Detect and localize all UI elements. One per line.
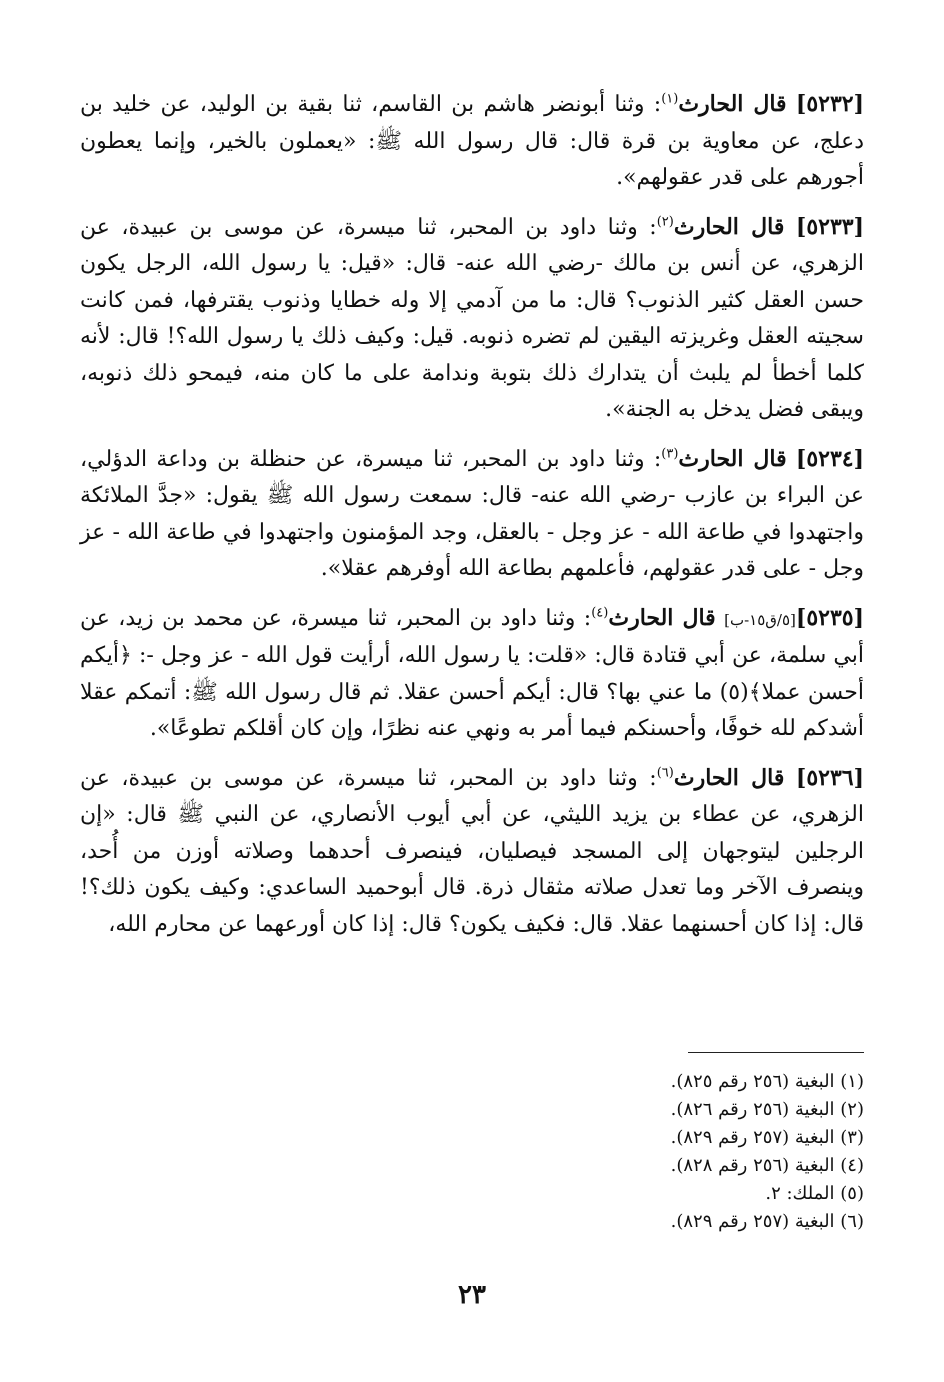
footnote-item: (٣) البغية (٢٥٧ رقم ٨٢٩). bbox=[670, 1127, 864, 1148]
entry-narrator: قال الحارث bbox=[608, 604, 716, 631]
footnote-marker: (١) bbox=[661, 91, 679, 107]
footnote-item: (٤) البغية (٢٥٦ رقم ٨٢٨). bbox=[670, 1155, 864, 1176]
hadith-entry-5233 bbox=[80, 209, 864, 429]
footnote-marker: (٢) bbox=[656, 214, 674, 230]
entry-text: : وثنا داود بن المحبر، ثنا ميسرة، عن حنظلة بن وداعة الدؤلي، عن البراء بن عازب -رضي الله عنه- قال: سمعت رسول الله ﷺ يقول: «جدَّ الملائكة واجتهدوا في طاعة الله - عز وجل - بالعقل، وجد المؤمنون واجتهدوا في طاعة الله - عز وجل - على قدر عقولهم، فأعلمهم بطاعة الله أوفرهم عقلا». bbox=[80, 446, 864, 581]
entry-number: [٥٢٣٢] bbox=[795, 91, 864, 117]
entry-number: [٥٢٣٦] bbox=[795, 764, 864, 791]
hadith-entry-5236 bbox=[80, 760, 864, 944]
footnote-item: (٦) البغية (٢٥٧ رقم ٨٢٩). bbox=[670, 1211, 864, 1232]
hadith-entry-5235 bbox=[80, 600, 864, 748]
entry-narrator: قال الحارث bbox=[678, 445, 787, 472]
entry-narrator: قال الحارث bbox=[673, 213, 785, 240]
entry-narrator: قال الحارث bbox=[678, 91, 787, 117]
footnotes-list bbox=[80, 1068, 864, 1236]
manuscript-folio-reference: [٥/ق١٥-ب] bbox=[724, 610, 796, 629]
entry-text: : وثنا داود بن المحبر، ثنا ميسرة، عن موسى بن عبيدة، عن الزهري، عن عطاء بن يزيد الليثي، عن أبي أيوب الأنصاري، عن النبي ﷺ قال: «إن الرجلين ليتوجهان إلى المسجد فيصليان، فينصرف أحدهما وصلاته أوزن من أُحد، وينصرف الآخر وما تعدل صلاته مثقال ذرة. قال أبوحميد الساعدي: وكيف يكون ذلك؟! قال: إذا كان أحسنهما عقلا. قال: فكيف يكون؟ قال: إذا كان أورعهما عن محارم الله، bbox=[80, 765, 864, 937]
footnote-item: (٥) الملك: ٢. bbox=[765, 1183, 864, 1204]
footnote-item: (٢) البغية (٢٥٦ رقم ٨٢٦). bbox=[670, 1099, 864, 1120]
entry-text: : وثنا أبونضر هاشم بن القاسم، ثنا بقية بن الوليد، عن خليد بن دعلج، عن معاوية بن قرة قال: قال رسول الله ﷺ: «يعملون بالخير، وإنما يعطون أجورهم على قدر عقولهم». bbox=[80, 92, 864, 190]
hadith-entry-5234 bbox=[80, 441, 864, 588]
page-body bbox=[80, 86, 864, 955]
entry-text: : وثنا داود بن المحبر، ثنا ميسرة، عن محمد بن زيد، عن أبي سلمة، عن أبي قتادة قال: «قلت: يا رسول الله، أرأيت قول الله - عز وجل -: ﴿أيكم أحسن عملا﴾(٥) ما عني بها؟ قال: أيكم أحسن عقلا. ثم قال رسول الله ﷺ: أتمكم عقلا أشدكم لله خوفًا، وأحسنكم فيما أمر به ونهي عنه نظرًا، وإن كان أقلكم تطوعًا». bbox=[80, 605, 864, 741]
page-number: ٢٣ bbox=[458, 1280, 486, 1310]
hadith-entry-5232 bbox=[80, 86, 864, 197]
footnote-marker: (٦) bbox=[656, 765, 674, 781]
entry-number: [٥٢٣٣] bbox=[795, 213, 864, 240]
entry-text: : وثنا داود بن المحبر، ثنا ميسرة، عن موسى بن عبيدة، عن الزهري، عن أنس بن مالك -رضي الله عنه- قال: «قيل: يا رسول الله، الرجل يكون حسن العقل كثير الذنوب؟ قال: ما من آدمي إلا وله خطايا وذنوب يقترفها، فمن كانت سجيته العقل وغريزته اليقين لم تضره ذنوبه. قيل: وكيف ذلك يا رسول الله؟! قال: لأنه كلما أخطأ لم يلبث أن يتدارك ذلك بتوبة وندامة على ما كان منه، فيمحو ذلك ذنوبه، ويبقى فضل يدخل به الجنة». bbox=[80, 214, 864, 422]
entry-number: [٥٢٣٤] bbox=[795, 445, 864, 472]
footnote-marker: (٤) bbox=[591, 605, 609, 621]
footnote-marker: (٣) bbox=[661, 446, 679, 462]
entry-narrator: قال الحارث bbox=[673, 764, 785, 791]
footnote-item: (١) البغية (٢٥٦ رقم ٨٢٥). bbox=[670, 1071, 864, 1092]
entry-number: [٥٢٣٥] bbox=[795, 604, 864, 631]
footnote-divider bbox=[688, 1052, 864, 1053]
